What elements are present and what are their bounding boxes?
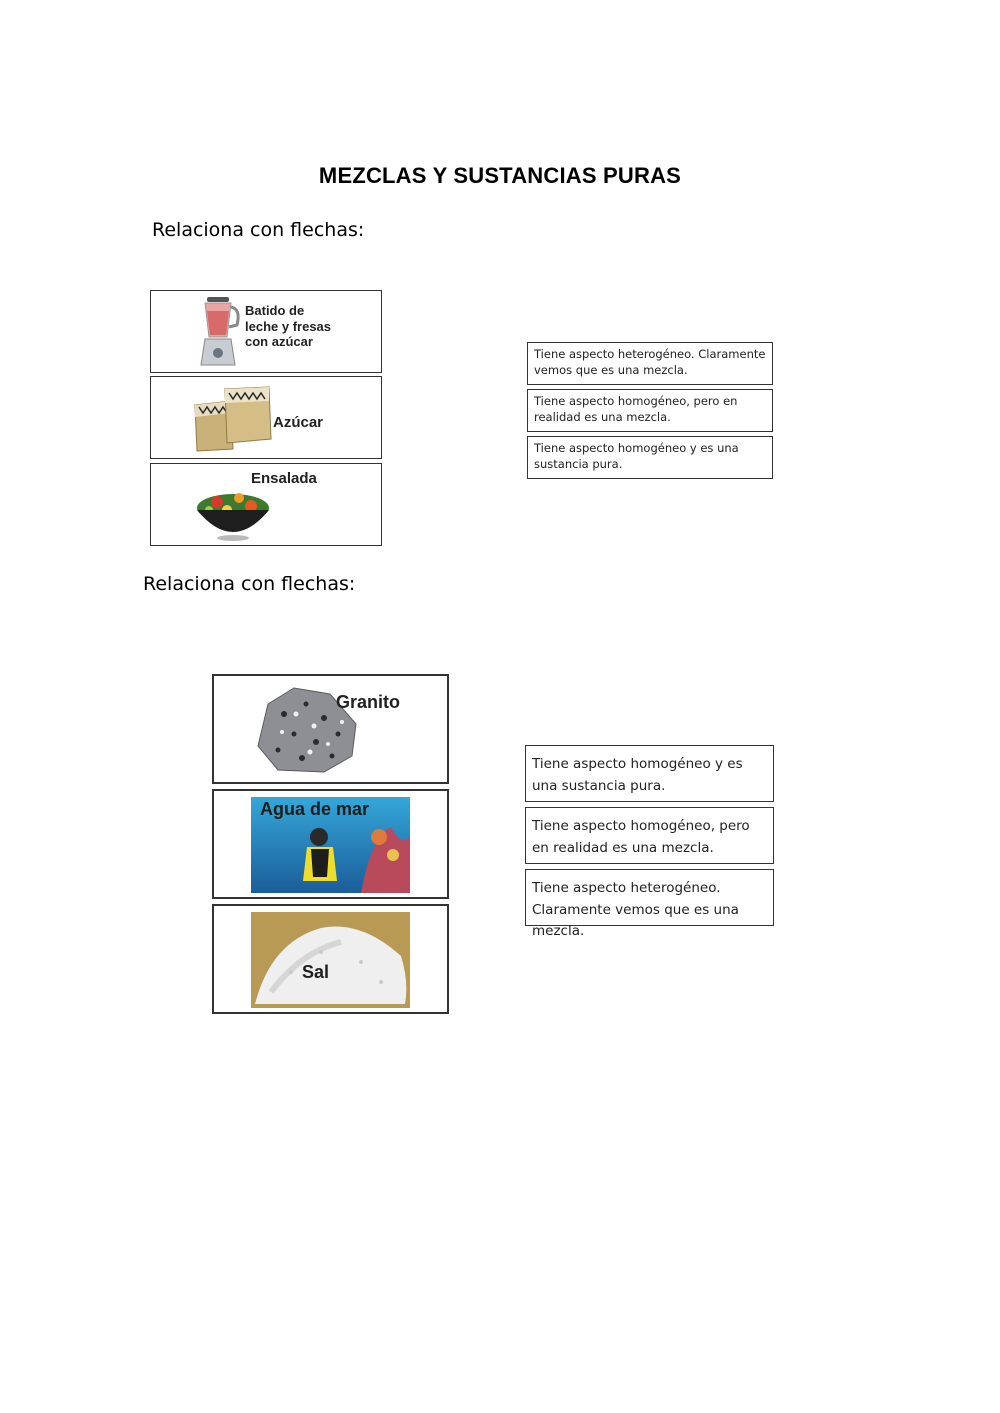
- card-agua-de-mar[interactable]: [212, 789, 449, 899]
- section2-instruction: Relaciona con flechas:: [143, 573, 356, 595]
- salad-bowl-icon: [193, 484, 273, 542]
- description-3[interactable]: Tiene aspecto homogéneo y es una sustancia pura.: [527, 436, 773, 479]
- description-1[interactable]: Tiene aspecto heterogéneo. Claramente vemos que es una mezcla.: [527, 342, 773, 385]
- card-granito[interactable]: [212, 674, 449, 784]
- card-batido[interactable]: [150, 290, 382, 373]
- card-ensalada-label: Ensalada: [251, 470, 317, 487]
- card-batido-label: Batido de leche y fresas con azúcar: [245, 303, 332, 349]
- description-6[interactable]: Tiene aspecto heterogéneo. Claramente vemos que es una mezcla.: [525, 869, 774, 926]
- page-title: MEZCLAS Y SUSTANCIAS PURAS: [318, 163, 682, 188]
- card-ensalada[interactable]: [150, 463, 382, 546]
- sugar-bags-icon: [191, 383, 275, 453]
- blender-icon: [199, 295, 245, 369]
- description-5[interactable]: Tiene aspecto homogéneo, pero en realidad es una mezcla.: [525, 807, 774, 864]
- card-agua-de-mar-label: Agua de mar: [260, 799, 370, 819]
- description-4[interactable]: Tiene aspecto homogéneo y es una sustancia pura.: [525, 745, 774, 802]
- section1-instruction: Relaciona con flechas:: [152, 219, 365, 241]
- salt-pile-icon: [251, 912, 410, 1008]
- description-2[interactable]: Tiene aspecto homogéneo, pero en realidad es una mezcla.: [527, 389, 773, 432]
- card-sal[interactable]: [212, 904, 449, 1014]
- card-sal-label: Sal: [302, 962, 330, 982]
- card-granito-label: Granito: [336, 692, 401, 712]
- card-azucar-label: Azúcar: [273, 414, 324, 431]
- card-azucar[interactable]: [150, 376, 382, 459]
